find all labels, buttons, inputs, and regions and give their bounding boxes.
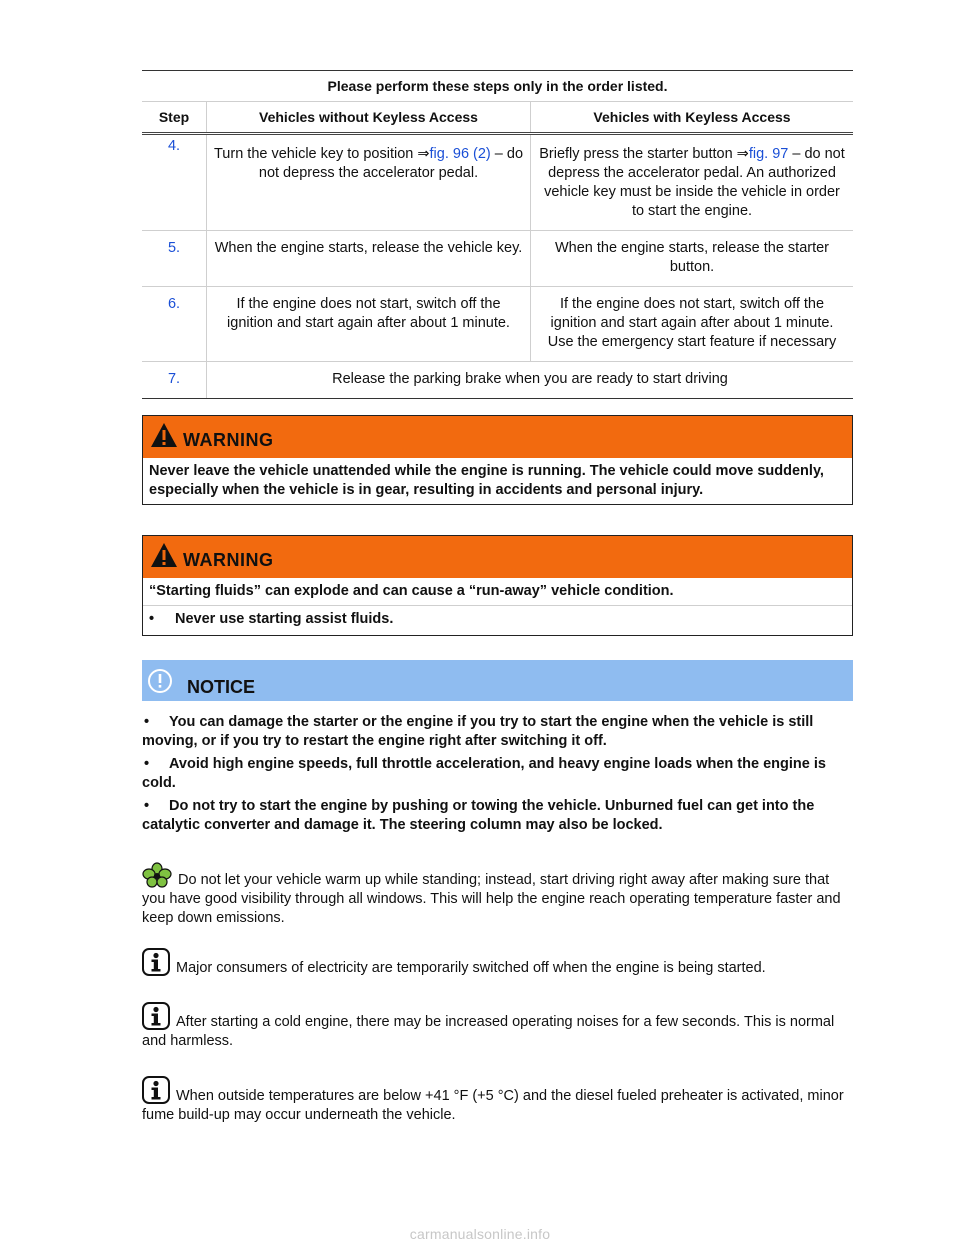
info-note-2 — [142, 1002, 853, 1051]
step-number: 4. — [142, 134, 207, 231]
notice-bullet-1: • You can damage the starter or the engine if you try to start the engine when the vehicle is still moving, or if you try to restart the engine right after switching it off. — [142, 714, 814, 749]
watermark-footer: carmanualsonline.info — [409, 1226, 551, 1242]
warning-title: WARNING — [183, 430, 274, 450]
environment-flower-icon — [142, 862, 172, 888]
notice-header — [142, 660, 853, 701]
step-number: 5. — [142, 231, 207, 287]
step-number: 7. — [142, 362, 207, 399]
warning-triangle-icon — [149, 421, 179, 449]
steps-table — [142, 70, 853, 399]
warning-box-1 — [142, 415, 853, 505]
notice-bullet-text: Avoid high engine speeds, full throttle acceleration, and heavy engine loads when the engine is cold. — [142, 756, 826, 791]
table-row — [142, 362, 853, 399]
warning-body — [143, 578, 852, 635]
table-row — [142, 134, 853, 231]
notice-title: NOTICE — [187, 677, 256, 697]
warning-title: WARNING — [183, 550, 274, 570]
environment-note-text: Do not let your vehicle warm up while standing; instead, start driving right away after making sure that you have good visibility through all windows. This will help the engine reach operating temperature faster and keep down emissions. — [142, 872, 841, 926]
table-row — [142, 287, 853, 362]
cell-without-keyless: When the engine starts, release the vehicle key. — [207, 231, 531, 287]
table-caption: Please perform these steps only in the order listed. — [142, 71, 853, 102]
notice-exclamation-icon — [147, 668, 173, 694]
info-icon — [142, 1002, 170, 1030]
cell-text: Turn the vehicle key to position ⇒ — [213, 146, 430, 162]
warning-text: Never leave the vehicle unattended while the engine is running. The vehicle could move suddenly, especially when the vehicle is in gear, resulting in accidents and personal injury. — [149, 463, 824, 498]
cell-text: Briefly press the starter button ⇒ — [539, 146, 749, 162]
header-step: Step — [142, 102, 207, 134]
notice-bullet-text: You can damage the starter or the engine if you try to start the engine when the vehicle is still moving, or if you try to restart the engine right after switching it off. — [142, 714, 814, 749]
notice-bullet-text: Do not try to start the engine by pushing or towing the vehicle. Unburned fuel can get into the catalytic converter and damage it. The steering column may also be locked. — [142, 798, 815, 833]
cell-without-keyless — [207, 134, 531, 231]
info-note-1 — [142, 948, 853, 978]
info-note-text: When outside temperatures are below +41 °F (+5 °C) and the diesel fueled preheater is activated, minor fume build-up may occur underneath the vehicle. — [142, 1088, 844, 1123]
warning-text: “Starting fluids” can explode and can cause a “run-away” vehicle condition. — [149, 583, 674, 599]
warning-triangle-icon — [149, 541, 179, 569]
info-note-text: Major consumers of electricity are temporarily switched off when the engine is being started. — [176, 960, 766, 976]
header-with-keyless: Vehicles with Keyless Access — [531, 102, 854, 134]
warning-header — [143, 536, 852, 578]
warning-header — [143, 416, 852, 458]
warning-bullet: • Never use starting assist fluids. — [143, 605, 852, 631]
table-row — [142, 231, 853, 287]
cell-without-keyless: If the engine does not start, switch off the ignition and start again after about 1 minute. — [207, 287, 531, 362]
info-note-text: After starting a cold engine, there may be increased operating noises for a few seconds. This is normal and harmless. — [142, 1014, 835, 1049]
cell-with-keyless — [531, 134, 854, 231]
cell-text: – do not depress the accelerator pedal. An authorized vehicle key must be inside the vehicle in order to start the engine. — [544, 146, 845, 219]
info-icon — [142, 1076, 170, 1104]
header-without-keyless: Vehicles without Keyless Access — [207, 102, 531, 134]
warning-box-2 — [142, 535, 853, 636]
environment-note — [142, 862, 853, 928]
fig-96-link[interactable]: fig. 96 (2) — [429, 146, 491, 162]
info-icon — [142, 948, 170, 976]
warning-bullet-text: Never use starting assist fluids. — [175, 611, 394, 627]
fig-97-link[interactable]: fig. 97 — [748, 146, 789, 162]
info-note-3 — [142, 1076, 853, 1125]
cell-with-keyless: If the engine does not start, switch off the ignition and start again after about 1 minute. Use the emergency start feature if necessary — [531, 287, 854, 362]
cell-both: Release the parking brake when you are ready to start driving — [207, 362, 854, 399]
cell-text: – do not depress the accelerator pedal. — [258, 146, 524, 181]
cell-with-keyless: When the engine starts, release the starter button. — [531, 231, 854, 287]
notice-bullet-2: • Avoid high engine speeds, full throttle acceleration, and heavy engine loads when the engine is cold. — [142, 756, 826, 791]
notice-bullet-3: • Do not try to start the engine by pushing or towing the vehicle. Unburned fuel can get into the catalytic converter and damage it. The steering column may also be locked. — [142, 798, 815, 833]
step-number: 6. — [142, 287, 207, 362]
